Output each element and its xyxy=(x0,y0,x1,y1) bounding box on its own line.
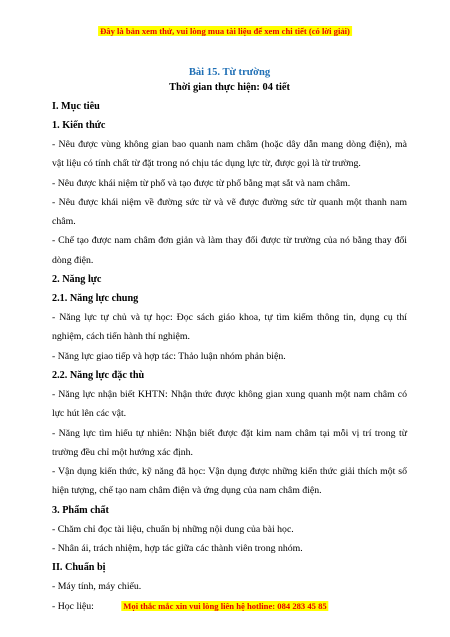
heading-competence: 2. Năng lực xyxy=(52,274,102,286)
competence-item: - Năng lực giao tiếp và hợp tác: Thảo luận nhóm phản biện. xyxy=(52,350,286,362)
preparation-item: - Máy tính, máy chiếu. xyxy=(52,581,142,593)
document-body xyxy=(52,62,407,616)
heading-specific-competence: 2.2. Năng lực đặc thù xyxy=(52,369,145,381)
competence-item: - Năng lực tìm hiểu tự nhiên: Nhận biết được đặt kim nam châm tại mỗi vị trí trong từ trường đều chỉ một hướng xác định. xyxy=(52,427,407,458)
heading-general-competence: 2.1. Năng lực chung xyxy=(52,293,139,305)
quality-item: - Nhân ái, trách nhiệm, hợp tác giữa các thành viên trong nhóm. xyxy=(52,543,303,555)
knowledge-item: - Nêu được khái niệm từ phổ và tạo được từ phổ bằng mạt sắt và nam châm. xyxy=(52,177,351,189)
knowledge-item: - Chế tạo được nam châm đơn giản và làm thay đổi được từ trường của nó bằng thay đổi dòng điện. xyxy=(52,235,407,266)
knowledge-item: - Nêu được vùng không gian bao quanh nam châm (hoặc dây dẫn mang dòng điện), mà vật liệu có tính chất từ đặt trong nó chịu tác dụng lực từ, được gọi là từ trường. xyxy=(52,139,407,170)
preview-notice: Đây là bản xem thử, vui lòng mua tài liệu để xem chi tiết (có lời giải) xyxy=(100,26,350,36)
heading-preparation: II. Chuẩn bị xyxy=(52,562,106,574)
heading-knowledge: 1. Kiến thức xyxy=(52,120,106,131)
competence-item: - Vận dụng kiến thức, kỹ năng đã học: Vận dụng được những kiến thức giải thích một số hiện tượng, chế tạo nam châm điện và ứng dụng của nam châm điện. xyxy=(52,466,407,497)
quality-item: - Chăm chỉ đọc tài liệu, chuẩn bị những nội dung của bài học. xyxy=(52,523,294,535)
hotline-notice: Mọi thắc mắc xin vui lòng liên hệ hotline: 084 283 45 85 xyxy=(123,601,327,611)
competence-item: - Năng lực tự chủ và tự học: Đọc sách giáo khoa, tự tìm kiếm thông tin, dụng cụ thí nghiệm, cách tiến hành thí nghiệm. xyxy=(52,312,407,343)
preparation-item: - Học liệu: xyxy=(52,600,94,612)
lesson-title: Bài 15. Từ trường xyxy=(188,67,271,78)
heading-objectives: I. Mục tiêu xyxy=(52,101,100,112)
competence-item: - Năng lực nhận biết KHTN: Nhận thức được không gian xung quanh một nam châm có lực hút lên các vật. xyxy=(52,388,407,420)
heading-qualities: 3. Phẩm chất xyxy=(52,504,109,516)
knowledge-item: - Nêu được khái niệm về đường sức từ và vẽ được đường sức từ quanh một thanh nam châm. xyxy=(52,196,407,228)
lesson-duration: Thời gian thực hiện: 04 tiết xyxy=(169,82,290,93)
